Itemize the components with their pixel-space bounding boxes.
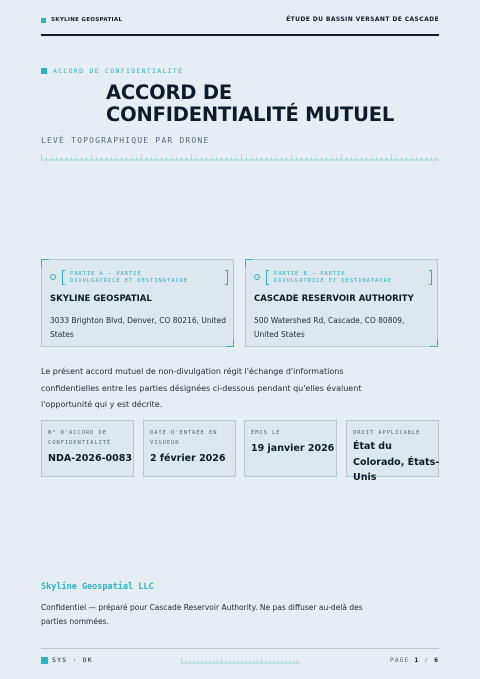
party-address: 3033 Brighton Blvd, Denver, CO 80216, United States xyxy=(50,316,227,339)
meta-effective-date xyxy=(143,420,236,477)
party-caption xyxy=(254,270,432,286)
bracket-left xyxy=(62,270,65,285)
company-name: Skyline Geospatial LLC xyxy=(41,582,154,592)
meta-value: NDA-2026-0083 xyxy=(48,453,132,464)
document-title: ACCORD DE CONFIDENTIALITÉ MUTUEL xyxy=(106,81,395,126)
page-separator: / xyxy=(424,656,430,664)
meta-label: DATE D'ENTRÉE EN VIGUEUR xyxy=(150,430,218,446)
party-address: 500 Watershed Rd, Cascade, CO 80809, United States xyxy=(254,316,405,339)
footer-divider xyxy=(41,648,439,649)
bracket-left xyxy=(266,270,269,285)
party-a-card xyxy=(41,259,234,347)
party-b-card xyxy=(245,259,438,347)
meta-value: État du Colorado, États-Unis xyxy=(353,441,440,483)
corner-accent xyxy=(430,339,438,347)
system-status xyxy=(41,656,93,664)
brand-mark xyxy=(41,17,122,23)
party-name: CASCADE RESERVOIR AUTHORITY xyxy=(254,294,414,304)
page-current: 1 xyxy=(414,656,420,664)
corner-accent xyxy=(245,259,253,267)
page-indicator xyxy=(390,656,439,664)
brand-name: SKYLINE GEOSPATIAL xyxy=(51,17,123,23)
party-name: SKYLINE GEOSPATIAL xyxy=(50,294,152,304)
meta-issued-date xyxy=(244,420,337,477)
status-square-icon xyxy=(41,657,48,664)
party-caption xyxy=(50,270,228,286)
footer-ruler xyxy=(181,656,300,664)
meta-value: 19 janvier 2026 xyxy=(251,443,335,454)
meta-label: DROIT APPLICABLE xyxy=(353,430,421,436)
corner-accent xyxy=(226,339,234,347)
meta-agreement-number xyxy=(41,420,134,477)
project-name: ÉTUDE DU BASSIN VERSANT DE CASCADE xyxy=(286,16,439,23)
meta-value: 2 février 2026 xyxy=(150,453,226,464)
page-total: 6 xyxy=(434,656,439,664)
document-subtitle: LEVÉ TOPOGRAPHIQUE PAR DRONE xyxy=(41,136,210,145)
meta-label: ÉMIS LE xyxy=(251,430,281,436)
target-icon xyxy=(254,274,260,280)
brand-square-icon xyxy=(41,18,46,23)
page-prefix: PAGE xyxy=(389,656,410,664)
header-divider xyxy=(41,34,439,36)
target-icon xyxy=(50,274,56,280)
party-role: PARTIE B — PARTIE DIVULGATRICE ET DESTINATAIRE xyxy=(274,271,392,284)
confidentiality-note: Confidentiel — préparé pour Cascade Reservoir Authority. Ne pas diffuser au-delà des parties nommées. xyxy=(41,603,363,626)
meta-governing-law xyxy=(346,420,440,483)
bracket-right xyxy=(429,270,432,285)
corner-accent xyxy=(41,259,49,267)
eyebrow-label: ACCORD DE CONFIDENTIALITÉ xyxy=(53,67,184,75)
party-role: PARTIE A — PARTIE DIVULGATRICE ET DESTINATAIRE xyxy=(70,271,188,284)
eyebrow-square-icon xyxy=(41,68,47,74)
intro-paragraph: Le présent accord mutuel de non-divulgation régit l'échange d'informations confidentielles entre les parties désignées ci-dessous pendant qu'elles évaluent l'opportunité qui y est décrite. xyxy=(41,367,362,409)
decorative-ruler xyxy=(41,153,439,161)
bracket-right xyxy=(225,270,228,285)
document-eyebrow xyxy=(41,67,183,75)
status-label: SYS · OK xyxy=(52,656,93,664)
meta-label: N° D'ACCORD DE CONFIDENTIALITÉ xyxy=(48,430,112,446)
